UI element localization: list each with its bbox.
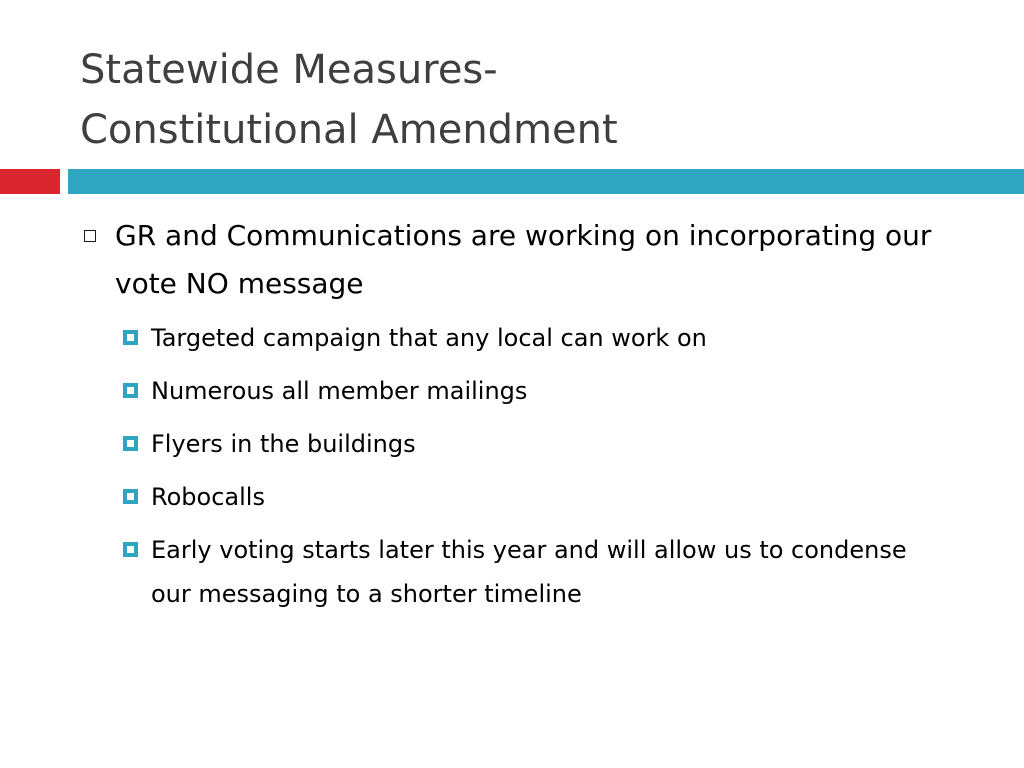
teal-square-bullet-icon: [123, 383, 138, 398]
list-item: [80, 422, 980, 466]
list-item: [80, 528, 931, 616]
list-item: [80, 369, 980, 413]
sub-bullet-text: Robocalls: [151, 483, 265, 511]
teal-square-bullet-icon: [123, 489, 138, 504]
teal-square-bullet-icon: [123, 436, 138, 451]
list-item: [80, 475, 980, 519]
slide-title: [80, 40, 980, 160]
sub-bullet-text: Flyers in the buildings: [151, 430, 416, 458]
teal-square-bullet-icon: [123, 330, 138, 345]
list-item: [80, 316, 980, 360]
hollow-square-bullet-icon: [84, 230, 96, 242]
sub-bullet-text: Early voting starts later this year and will allow us to condense our messaging to a shorter timeline: [151, 536, 907, 608]
sub-bullet-text: Targeted campaign that any local can work on: [151, 324, 707, 352]
main-bullet-text: GR and Communications are working on incorporating our vote NO message: [115, 219, 932, 300]
sub-bullet-text: Numerous all member mailings: [151, 377, 528, 405]
title-line-1: Statewide Measures-: [80, 47, 498, 93]
red-accent-bar: [0, 169, 60, 194]
slide-content: [80, 212, 980, 625]
teal-divider-bar: [68, 169, 1024, 194]
title-line-2: Constitutional Amendment: [80, 107, 618, 153]
main-bullet: [80, 212, 980, 308]
teal-square-bullet-icon: [123, 542, 138, 557]
sub-bullet-list: [80, 316, 980, 616]
